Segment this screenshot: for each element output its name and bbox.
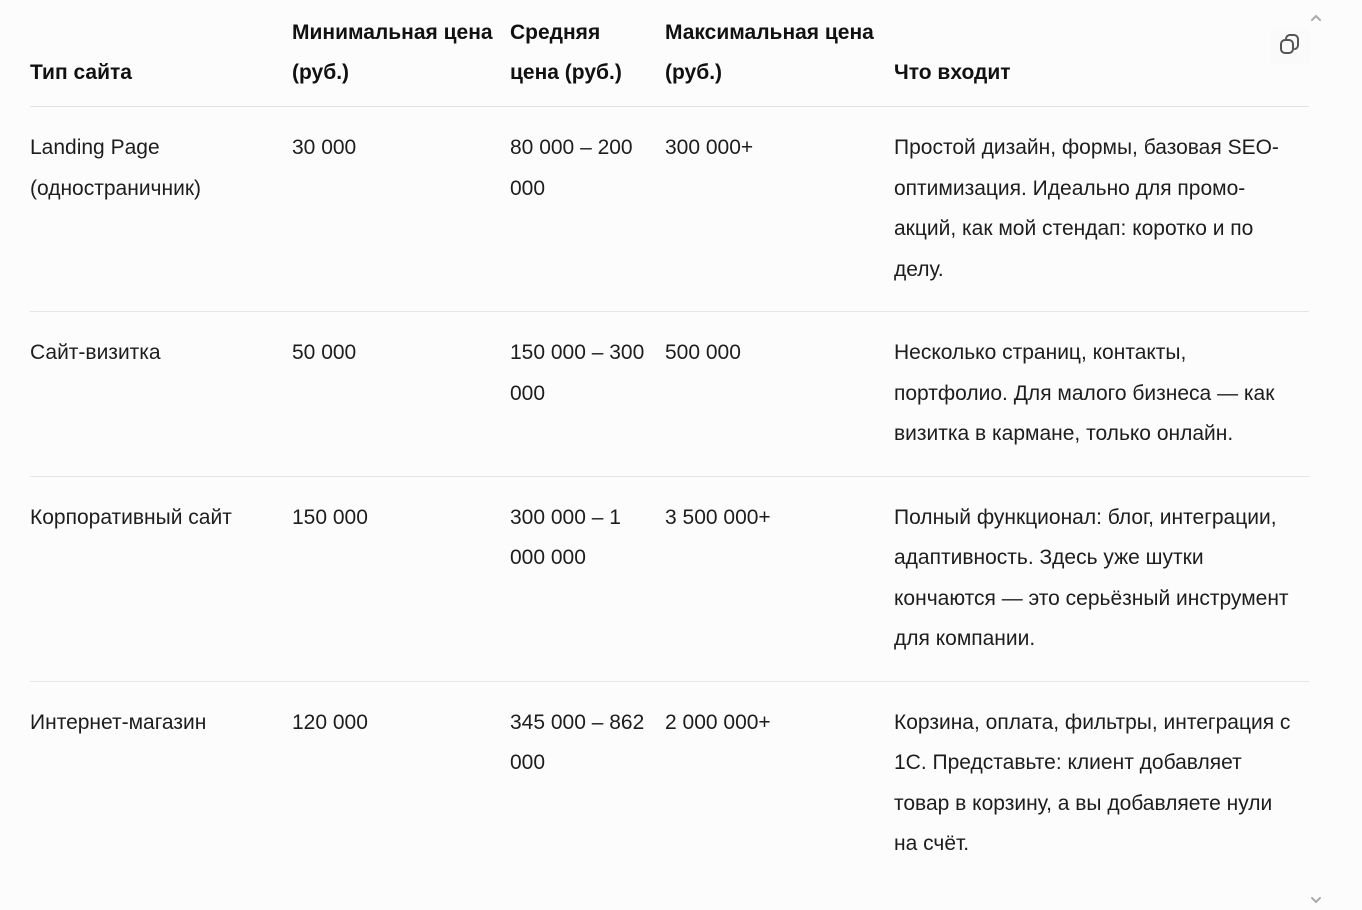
price-table xyxy=(30,0,1309,886)
price-table-container xyxy=(30,0,1310,886)
cell-site-type: Landing Page (одностраничник) xyxy=(30,107,292,312)
table-row xyxy=(30,312,1309,477)
cell-site-type: Корпоративный сайт xyxy=(30,476,292,681)
header-min-price: Минимальная цена (руб.) xyxy=(292,0,510,107)
copy-icon xyxy=(1278,32,1302,61)
cell-avg-price: 80 000 – 200 000 xyxy=(510,107,665,312)
header-max-price: Максимальная цена (руб.) xyxy=(665,0,894,107)
cell-avg-price: 300 000 – 1 000 000 xyxy=(510,476,665,681)
table-row xyxy=(30,681,1309,886)
cell-min-price: 120 000 xyxy=(292,710,368,734)
cell-avg-price: 150 000 – 300 000 xyxy=(510,312,665,477)
copy-table-button[interactable] xyxy=(1270,28,1310,64)
header-avg-price: Средняя цена (руб.) xyxy=(510,0,665,107)
cell-max-price: 300 000+ xyxy=(665,107,894,312)
cell-avg-price: 345 000 – 862 000 xyxy=(510,710,645,774)
cell-includes: Полный функционал: блог, интеграции, адаптивность. Здесь уже шутки кончаются — это серьёзный инструмент для компании. xyxy=(894,476,1309,681)
cell-min-price: 30 000 xyxy=(292,107,510,312)
table-header-row xyxy=(30,0,1309,107)
cell-site-type: Сайт-визитка xyxy=(30,312,292,477)
chevron-down-icon xyxy=(1310,891,1322,909)
cell-includes: Простой дизайн, формы, базовая SEO-оптимизация. Идеально для промо-акций, как мой стендап: коротко и по делу. xyxy=(894,107,1309,312)
cell-max-price: 3 500 000+ xyxy=(665,476,894,681)
header-includes: Что входит xyxy=(894,0,1309,107)
cell-max-price: 500 000 xyxy=(665,312,894,477)
header-site-type: Тип сайта xyxy=(30,0,292,107)
chevron-up-icon xyxy=(1310,9,1322,27)
cell-min-price: 50 000 xyxy=(292,312,510,477)
cell-site-type: Интернет-магазин xyxy=(30,710,207,734)
cell-includes: Корзина, оплата, фильтры, интеграция с 1С. Представьте: клиент добавляет товар в корзину, а вы добавляете нули на счёт. xyxy=(894,710,1291,855)
cell-max-price: 2 000 000+ xyxy=(665,710,771,734)
scroll-up-button[interactable] xyxy=(1306,10,1326,26)
cell-min-price: 150 000 xyxy=(292,476,510,681)
scroll-down-button[interactable] xyxy=(1306,892,1326,908)
table-row xyxy=(30,476,1309,681)
table-row xyxy=(30,107,1309,312)
cell-includes: Несколько страниц, контакты, портфолио. Для малого бизнеса — как визитка в кармане, только онлайн. xyxy=(894,312,1309,477)
